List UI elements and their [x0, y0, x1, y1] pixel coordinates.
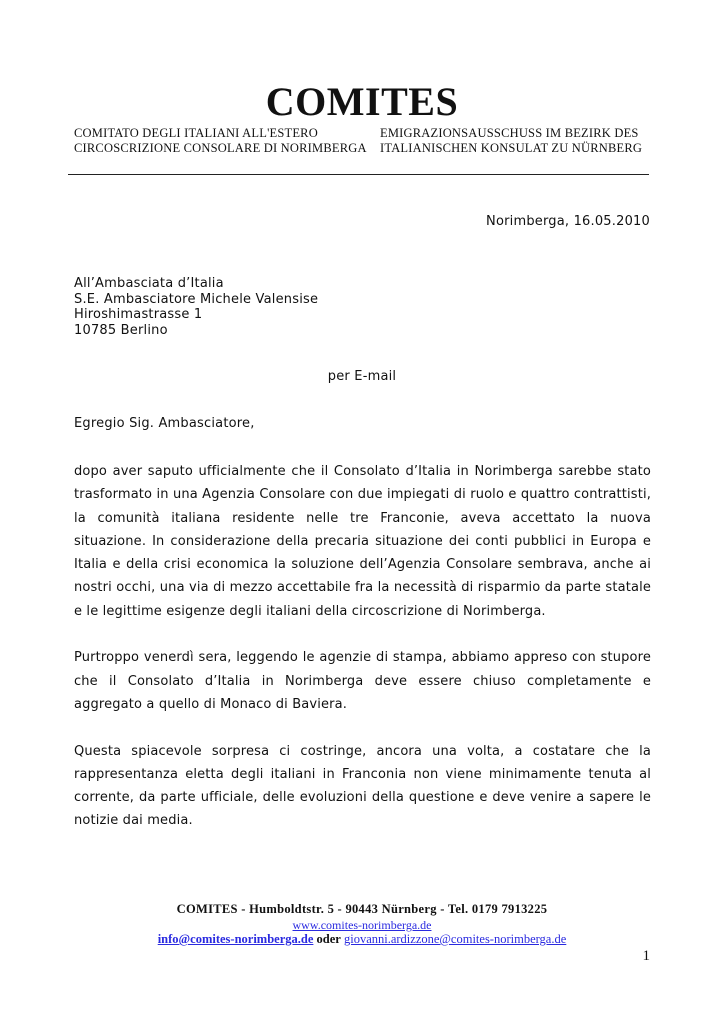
- letter-date: Norimberga, 16.05.2010: [486, 214, 650, 229]
- letterhead-left-line2: CIRCOSCRIZIONE CONSOLARE DI NORIMBERGA: [74, 141, 367, 155]
- body-paragraph-1: dopo aver saputo ufficialmente che il Consolato d’Italia in Norimberga sarebbe stato trasformato in una Agenzia Consolare con due impiegati di ruolo e quattro contrattisti, la comunità italiana residente nelle tre Franconie, aveva accettato la nuova situazione. In considerazione della precaria situazione dei conti pubblici in Europa e Italia e della crisi economica la soluzione dell’Agenzia Consolare sembrava, anche ai nostri occhi, una via di mezzo accettabile fra la necessità di risparmio da parte statale e le legittime esigenze degli italiani della circoscrizione di Norimberga.: [74, 464, 651, 619]
- footer-website-row: [0, 918, 724, 933]
- footer-email-connector: oder: [316, 932, 341, 946]
- recipient-line3: Hiroshimastrasse 1: [74, 307, 203, 322]
- letterhead-right-block: [380, 126, 642, 156]
- letterhead-left-line1: COMITATO DEGLI ITALIANI ALL'ESTERO: [74, 126, 318, 140]
- footer-email-row: [0, 932, 724, 947]
- footer-address: COMITES - Humboldtstr. 5 - 90443 Nürnberg - Tel. 0179 7913225: [176, 902, 548, 916]
- letterhead-right-line1: EMIGRAZIONSAUSSCHUSS IM BEZIRK DES: [380, 126, 639, 140]
- footer-website-link[interactable]: www.comites-norimberga.de: [292, 918, 432, 932]
- letterhead-title: COMITES: [265, 79, 459, 124]
- letterhead-right-line2: ITALIANISCHEN KONSULAT ZU NÜRNBERG: [380, 141, 643, 155]
- letter-body: [74, 460, 651, 833]
- salutation: Egregio Sig. Ambasciatore,: [74, 416, 255, 431]
- footer-email-personal-link[interactable]: giovanni.ardizzone@comites-norimberga.de: [343, 932, 567, 946]
- recipient-line4: 10785 Berlino: [74, 322, 168, 338]
- delivery-method: per E-mail: [327, 369, 397, 384]
- letterhead-divider: [68, 174, 649, 175]
- footer-email-info-link[interactable]: info@comites-norimberga.de: [157, 932, 314, 946]
- letterhead-left-block: [74, 126, 367, 156]
- recipient-address: [74, 276, 318, 338]
- body-paragraph-2: Purtroppo venerdì sera, leggendo le agenzie di stampa, abbiamo appreso con stupore che il Consolato d’Italia in Norimberga deve essere chiuso completamente e aggregato a quello di Monaco di Baviera.: [74, 650, 651, 712]
- body-paragraph-3: Questa spiacevole sorpresa ci costringe, ancora una volta, a costatare che la rappresentanza eletta degli italiani in Franconia non viene minimamente tenuta al corrente, da parte ufficiale, delle evoluzioni della questione e deve venire a sapere le notizie dai media.: [74, 743, 651, 829]
- recipient-line2: S.E. Ambasciatore Michele Valensise: [74, 291, 319, 307]
- recipient-line1: All’Ambasciata d’Italia: [74, 276, 224, 291]
- page-number: 1: [642, 948, 650, 964]
